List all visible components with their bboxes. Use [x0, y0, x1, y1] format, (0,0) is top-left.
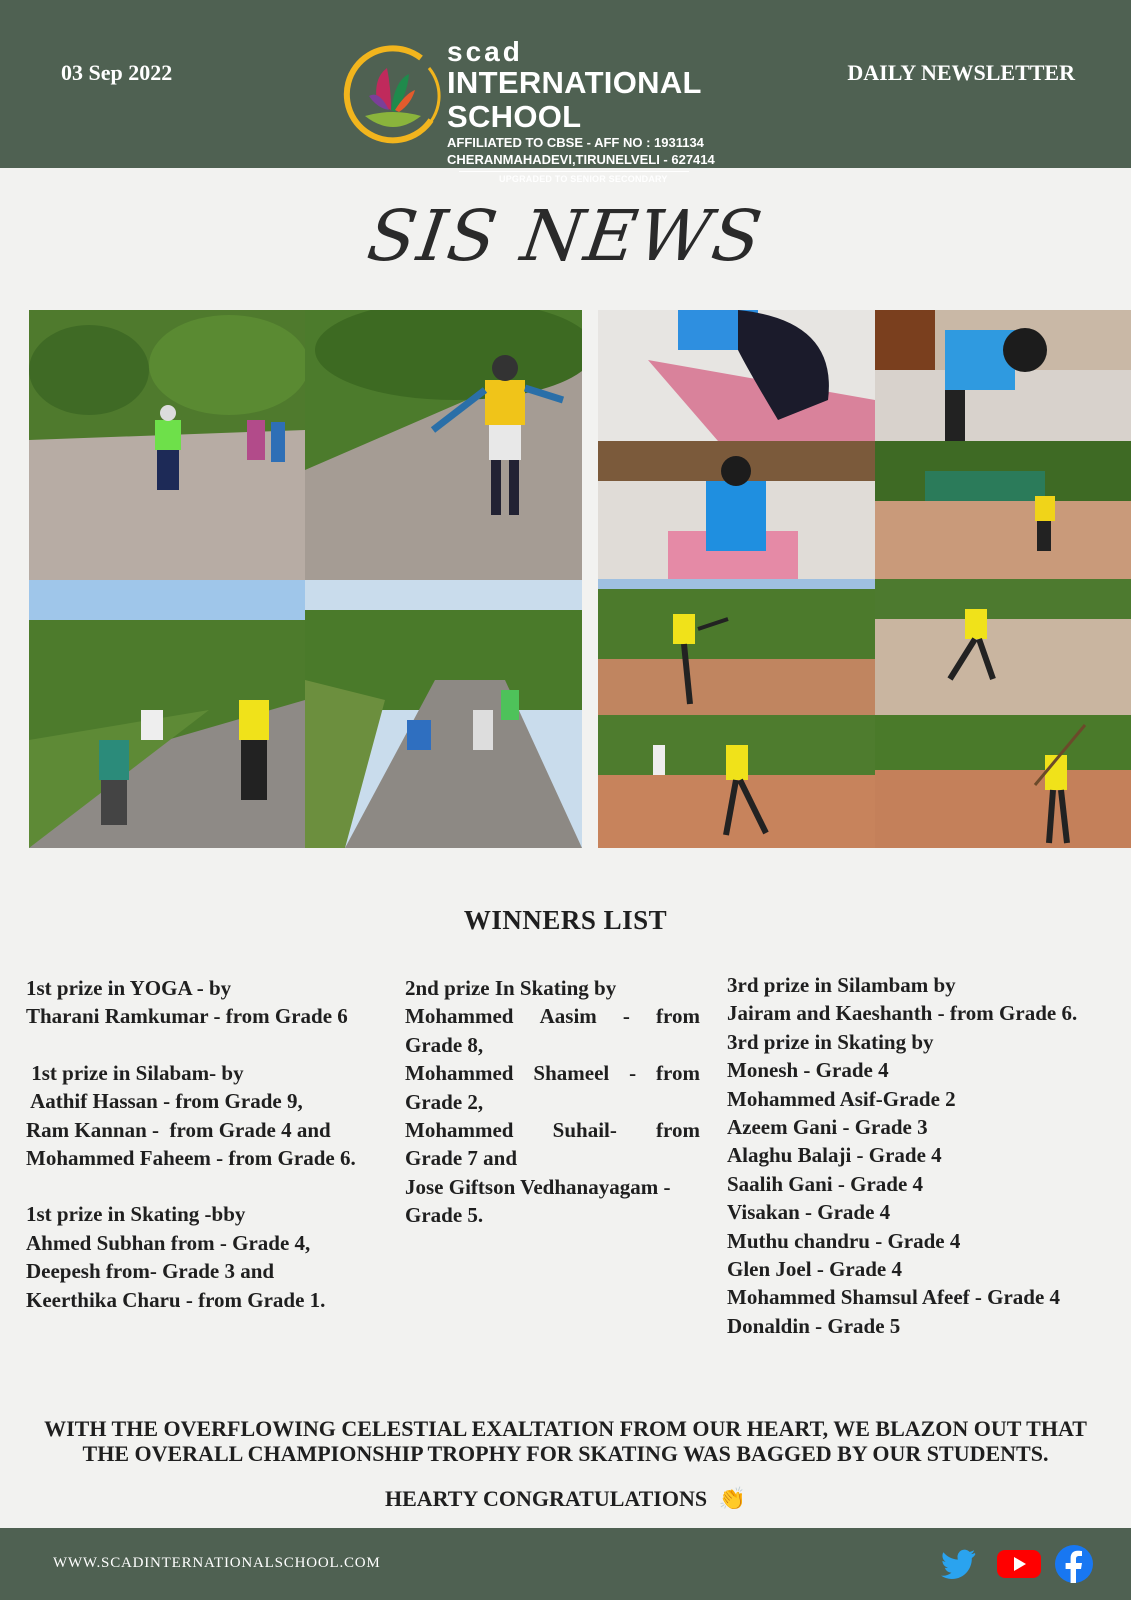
closing-line: THE OVERALL CHAMPIONSHIP TROPHY FOR SKATING WAS BAGGED BY OUR STUDENTS. [82, 1441, 1049, 1466]
winner-line: Mohammed Shamsul Afeef - Grade 4 [727, 1285, 1061, 1310]
winner-line: 3rd prize in Silambam by [727, 973, 956, 997]
skating-photo-collage [29, 310, 582, 848]
school-logo [343, 36, 773, 184]
winner-line: Tharani Ramkumar - from Grade 6 [26, 1004, 348, 1029]
congratulations-line [0, 1486, 1131, 1512]
winner-line: Jairam and Kaeshanth - from Grade 6. [727, 1001, 1078, 1026]
winner-line: Mohammed Asif-Grade 2 [727, 1086, 956, 1111]
winner-line: Mohammed Aasim - from [405, 1004, 700, 1029]
winner-line: Ram Kannan - from Grade 4 and [26, 1117, 331, 1142]
school-name: INTERNATIONAL SCHOOL [447, 65, 702, 134]
winner-line: Grade 7 and [405, 1146, 518, 1171]
winner-line: Mohammed Suhail- from [405, 1118, 700, 1143]
youtube-icon[interactable] [995, 1544, 1043, 1584]
school-affiliation: AFFILIATED TO CBSE - AFF NO : 1931134 [447, 135, 704, 150]
yoga-silambam-photo-collage [598, 310, 1131, 848]
winners-column-3 [727, 971, 1122, 1340]
winner-line: Deepesh from- Grade 3 and [26, 1259, 275, 1284]
closing-statement [0, 1416, 1131, 1466]
winner-line: Ahmed Subhan from - Grade 4, [26, 1230, 311, 1255]
silambam-photo [598, 715, 875, 848]
winner-line: Visakan - Grade 4 [727, 1200, 891, 1225]
winner-line: Grade 5. [405, 1203, 484, 1228]
silambam-photo [875, 579, 1131, 715]
winner-line: Glen Joel - Grade 4 [727, 1257, 902, 1282]
winners-list-title: WINNERS LIST [463, 905, 668, 935]
winners-column-1 [26, 974, 391, 1314]
winner-line: 3rd prize in Skating by [727, 1029, 934, 1054]
yoga-photo [598, 310, 875, 441]
winner-line: Azeem Gani - Grade 3 [727, 1115, 928, 1140]
newsletter-date: 03 Sep 2022 [61, 60, 173, 85]
skating-photo [29, 580, 305, 848]
skating-photo [29, 310, 305, 580]
logo-upgraded-note: UPGRADED TO SENIOR SECONDARY [499, 174, 668, 184]
silambam-photo [875, 715, 1131, 848]
winner-line: 1st prize in Skating -bby [26, 1202, 246, 1227]
page-title: SIS NEWS [362, 195, 769, 277]
logo-brand: scad [447, 36, 523, 67]
header-bar [0, 0, 1131, 184]
winner-line: Grade 2, [405, 1089, 484, 1114]
skating-photo [305, 310, 582, 580]
twitter-icon[interactable] [938, 1544, 978, 1584]
yoga-photo [875, 310, 1131, 441]
winners-column-2 [405, 974, 700, 1230]
logo-emblem-icon [343, 38, 443, 150]
silambam-photo [875, 441, 1131, 579]
silambam-photo [598, 579, 875, 715]
winner-line: Mohammed Faheem - from Grade 6. [26, 1146, 356, 1171]
winner-line: Jose Giftson Vedhanayagam - [405, 1174, 671, 1199]
newsletter-label: DAILY NEWSLETTER [847, 60, 1075, 85]
logo-divider [459, 171, 689, 172]
footer-bar [0, 1528, 1131, 1600]
winner-line: 2nd prize In Skating by [405, 976, 617, 1000]
winner-line: Donaldin - Grade 5 [727, 1313, 901, 1338]
winner-line: Muthu chandru - Grade 4 [727, 1228, 961, 1253]
clapping-hands-icon: 👏 [718, 1486, 747, 1511]
winner-line: Mohammed Shameel - from [405, 1061, 700, 1086]
winner-line: 1st prize in Silabam- by [26, 1060, 244, 1085]
winner-line: Alaghu Balaji - Grade 4 [727, 1143, 942, 1168]
school-address: CHERANMAHADEVI,TIRUNELVELI - 627414 [447, 152, 715, 167]
winner-line: Keerthika Charu - from Grade 1. [26, 1287, 326, 1312]
winner-line: Grade 8, [405, 1032, 484, 1057]
closing-line: WITH THE OVERFLOWING CELESTIAL EXALTATION FROM OUR HEART, WE BLAZON OUT THAT [44, 1416, 1087, 1441]
winner-line: Saalih Gani - Grade 4 [727, 1171, 924, 1196]
logo-text [447, 38, 773, 184]
yoga-photo [598, 441, 875, 579]
facebook-icon[interactable] [1054, 1544, 1094, 1584]
winner-line: Monesh - Grade 4 [727, 1058, 889, 1083]
skating-photo [305, 580, 582, 848]
website-link[interactable]: WWW.SCADINTERNATIONALSCHOOL.COM [53, 1555, 381, 1571]
congratulations-text: HEARTY CONGRATULATIONS [384, 1486, 708, 1511]
winner-line: Aathif Hassan - from Grade 9, [26, 1089, 303, 1114]
winner-line: 1st prize in YOGA - by [26, 976, 232, 1000]
